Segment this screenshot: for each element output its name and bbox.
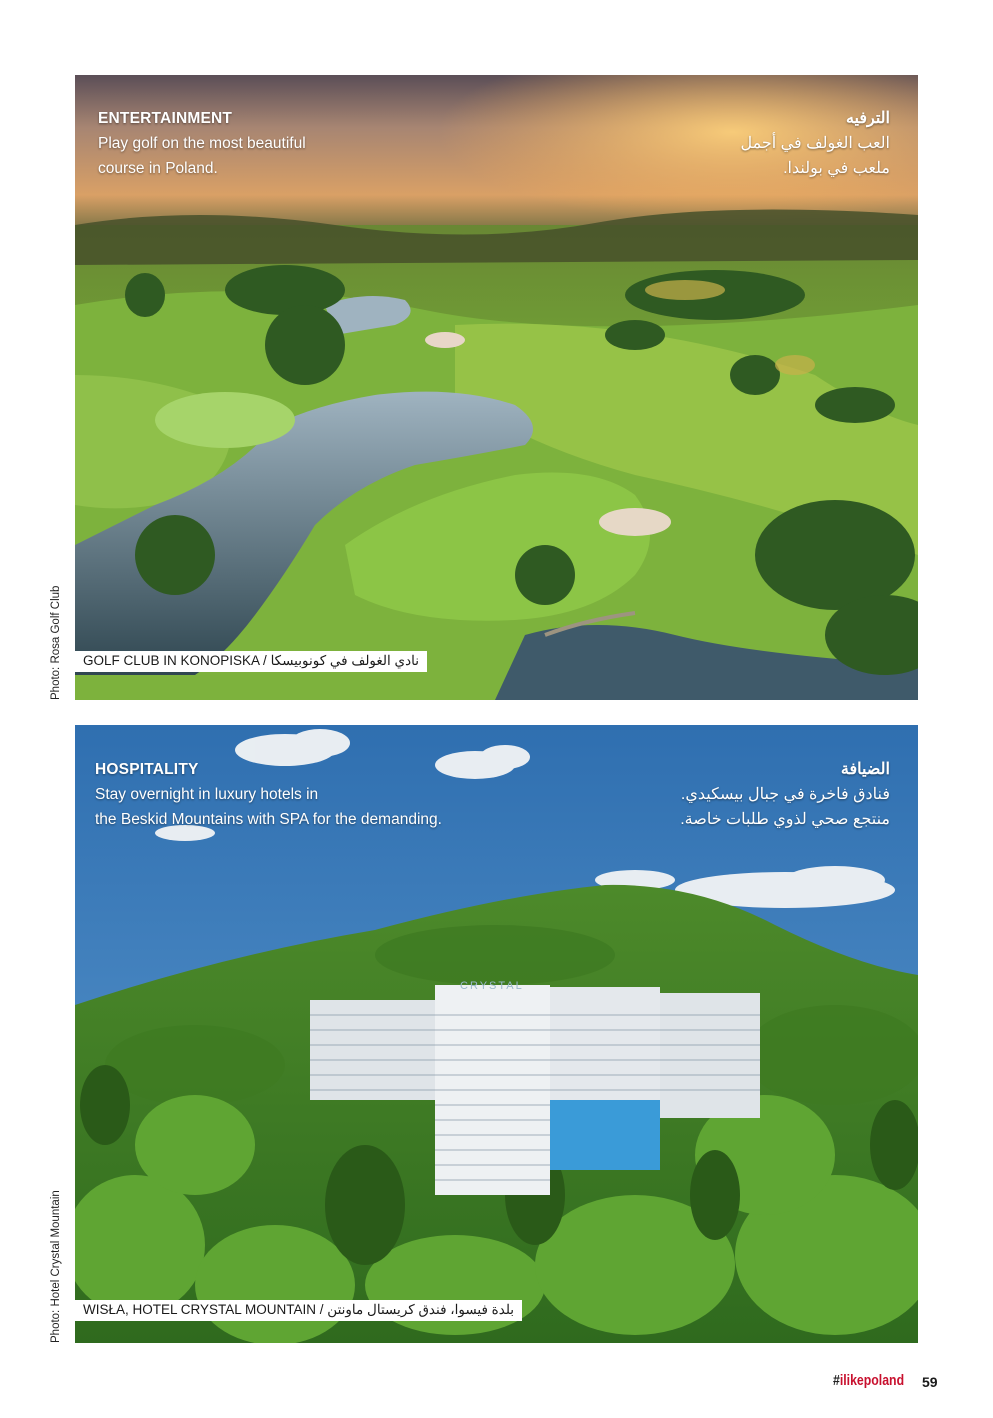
hotel-caption: WISŁA, HOTEL CRYSTAL MOUNTAIN / بلدة فيسوا، فندق كريستال ماونتن [75, 1300, 522, 1321]
golf-caption: GOLF CLUB IN KONOPISKA / نادي الغولف في كونوبيسكا [75, 651, 427, 672]
hotel-line1-en: Stay overnight in luxury hotels in [95, 786, 319, 803]
hotel-photo-credit: Photo: Hotel Crystal Mountain [50, 1190, 62, 1343]
golf-photo-credit: Photo: Rosa Golf Club [50, 585, 62, 700]
golf-heading-ar: الترفيه [845, 110, 890, 127]
golf-text-ar [740, 106, 890, 181]
golf-line1-ar: العب الغولف في أجمل [740, 135, 890, 152]
page-number: 59 [922, 1374, 938, 1390]
footer-tag-text: ilikepoland [839, 1372, 905, 1389]
footer-hashtag [833, 1372, 904, 1389]
hotel-text-ar [680, 757, 890, 832]
golf-line2-ar: ملعب في بولندا. [783, 160, 890, 177]
hotel-sign: CRYSTAL [460, 980, 524, 992]
golf-heading-en: ENTERTAINMENT [98, 110, 233, 127]
hotel-line1-ar: فنادق فاخرة في جبال بيسكيدي. [680, 786, 890, 803]
hotel-text-en [95, 757, 442, 832]
golf-text-en [98, 106, 306, 181]
golf-course-photo [75, 75, 918, 700]
hotel-heading-ar: الضيافة [840, 761, 890, 778]
hotel-heading-en: HOSPITALITY [95, 761, 199, 778]
golf-line2-en: course in Poland. [98, 160, 218, 177]
hotel-line2-ar: منتجع صحي لذوي طلبات خاصة. [680, 811, 890, 828]
footer-hash: # [833, 1372, 840, 1389]
hotel-line2-en: the Beskid Mountains with SPA for the demanding. [95, 811, 442, 828]
hotel-photo [75, 725, 918, 1343]
golf-line1-en: Play golf on the most beautiful [98, 135, 306, 152]
